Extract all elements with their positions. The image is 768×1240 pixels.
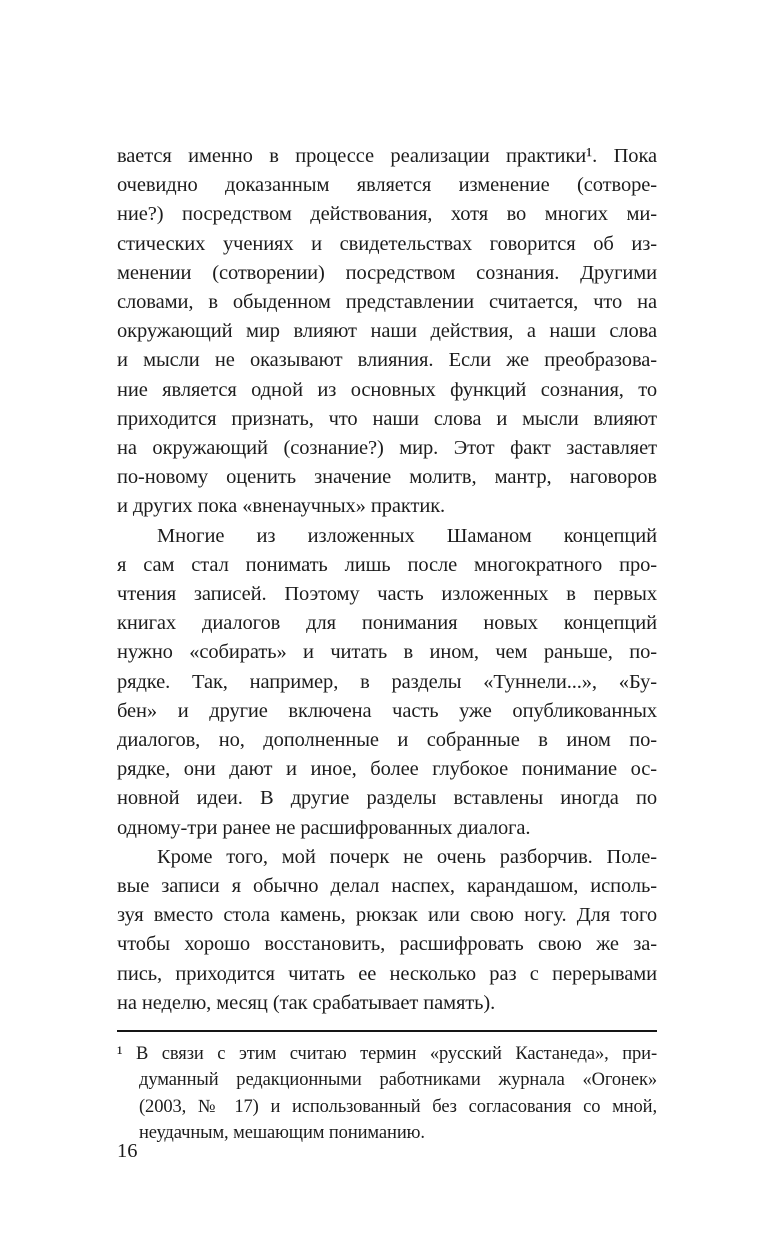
text-line: вые записи я обычно делал наспех, карандашом, исполь-	[117, 875, 657, 898]
text-line: пись, приходится читать ее несколько раз с перерывами	[117, 962, 657, 985]
page-number: 16	[117, 1140, 138, 1162]
text-line: нужно «собирать» и читать в ином, чем раньше, по-	[117, 641, 657, 664]
text-line: приходится признать, что наши слова и мысли влияют	[117, 407, 657, 430]
text-line: я сам стал понимать лишь после многократного про-	[117, 553, 657, 576]
text-line: думанный редакционными работниками журнала «Огонек»	[139, 1070, 657, 1091]
text-line: рядке, они дают и иное, более глубокое понимание ос-	[117, 758, 657, 781]
text-line: ¹ В связи с этим считаю термин «русский Кастанеда», при-	[117, 1044, 657, 1064]
footnote	[117, 1041, 657, 1146]
text-line: неудачным, мешающим пониманию.	[139, 1122, 425, 1143]
text-line: стических учениях и свидетельствах говорится об из-	[117, 232, 657, 255]
text-line: очевидно доказанным является изменение (сотворе-	[117, 174, 657, 197]
text-line: (2003, № 17) и использованный без согласования со мной,	[139, 1096, 657, 1117]
text-line: и мысли не оказывают влияния. Если же преобразова-	[117, 349, 657, 372]
text-line: бен» и другие включена часть уже опубликованных	[117, 699, 657, 722]
body-text	[117, 142, 657, 1018]
text-line: словами, в обыденном представлении считается, что на	[117, 291, 657, 314]
text-line: рядке. Так, например, в разделы «Туннели...», «Бу-	[117, 670, 657, 693]
text-line: чтобы хорошо восстановить, расшифровать свою же за-	[117, 933, 657, 956]
text-line: диалогов, но, дополненные и собранные в ином по-	[117, 729, 657, 752]
paragraph	[117, 142, 657, 522]
text-line: новной идеи. В другие разделы вставлены иногда по	[117, 787, 657, 810]
text-line: Кроме того, мой почерк не очень разборчив. Поле-	[157, 845, 657, 868]
text-line: чтения записей. Поэтому часть изложенных в первых	[117, 583, 657, 606]
text-line: окружающий мир влияют наши действия, а наши слова	[117, 320, 657, 343]
text-line: на окружающий (сознание?) мир. Этот факт заставляет	[117, 437, 657, 460]
text-line: книгах диалогов для понимания новых концепций	[117, 612, 657, 635]
text-line: Многие из изложенных Шаманом концепций	[157, 524, 657, 547]
text-line: одному-три ранее не расшифрованных диалога.	[117, 816, 531, 839]
text-line: менении (сотворении) посредством сознания. Другими	[117, 261, 657, 284]
paragraph	[117, 843, 657, 1018]
text-line: ние является одной из основных функций сознания, то	[117, 378, 657, 401]
text-line: ние?) посредством действования, хотя во многих ми-	[117, 203, 657, 226]
text-line: и других пока «вненаучных» практик.	[117, 495, 446, 518]
text-line: на неделю, месяц (так срабатывает память).	[117, 991, 496, 1014]
text-line: вается именно в процессе реализации практики¹. Пока	[117, 145, 657, 167]
paragraph	[117, 522, 657, 843]
text-line: зуя вместо стола камень, рюкзак или свою ногу. Для того	[117, 904, 657, 927]
text-line: по-новому оценить значение молитв, мантр, наговоров	[117, 466, 657, 489]
footnote-divider	[117, 1030, 657, 1032]
